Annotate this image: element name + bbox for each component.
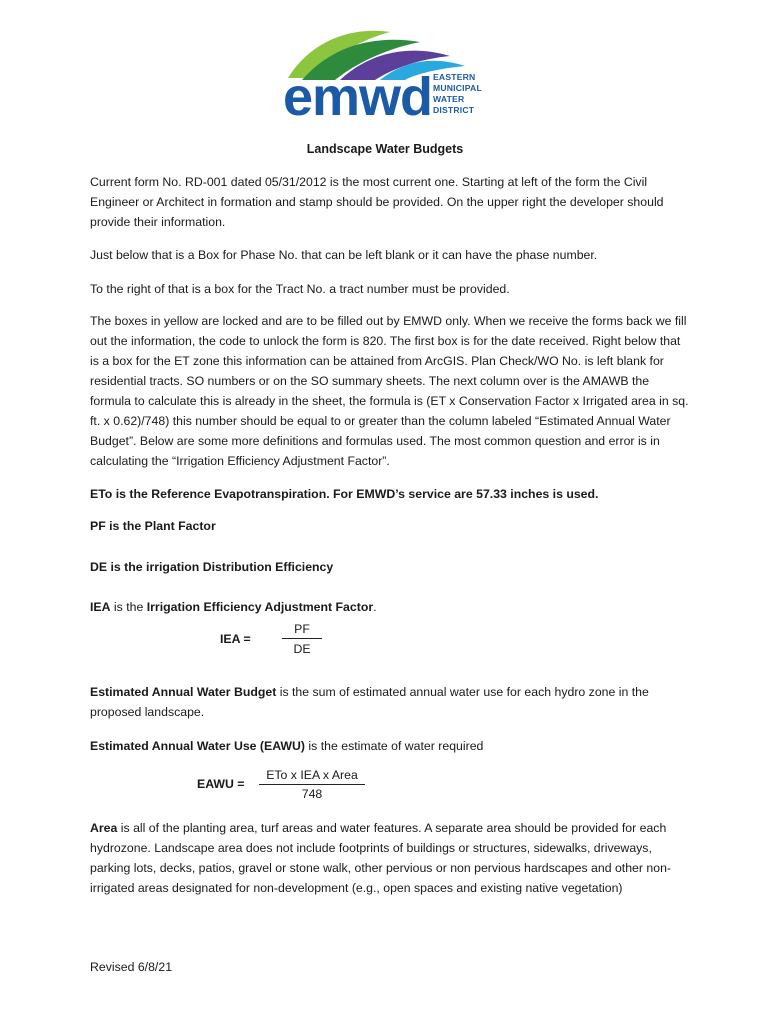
fraction-bar	[282, 638, 322, 639]
eawb-definition: Estimated Annual Water Budget is the sum of estimated annual water use for each hydro zone in the proposed landscape.	[90, 685, 649, 719]
eawu-formula-label: EAWU =	[197, 777, 245, 791]
de-definition: DE is the irrigation Distribution Efficiency	[90, 560, 334, 574]
iea-formula	[220, 620, 330, 660]
iea-denominator: DE	[293, 642, 311, 656]
iea-formula-label: IEA =	[220, 632, 251, 646]
eawu-denominator: 748	[301, 787, 323, 801]
paragraph-form-info: Current form No. RD-001 dated 05/31/2012 is the most current one. Starting at left of the form the Civil Engineer or Architect in formation and stamp should be provided. On the upper right the developer should provide their information.	[90, 175, 664, 229]
emwd-logo	[280, 22, 500, 127]
page-title: Landscape Water Budgets	[306, 142, 464, 156]
eto-definition: ETo is the Reference Evapotranspiration. For EMWD’s service are 57.33 inches is used.	[90, 487, 599, 501]
revision-footer: Revised 6/8/21	[90, 960, 173, 974]
iea-numerator: PF	[294, 622, 310, 636]
logo-subtitle: EASTERN MUNICIPAL WATER DISTRICT	[433, 72, 482, 115]
pf-definition: PF is the Plant Factor	[90, 519, 216, 533]
paragraph-phase-box: Just below that is a Box for Phase No. that can be left blank or it can have the phase number.	[90, 248, 598, 262]
fraction-bar	[259, 784, 365, 785]
eawu-numerator: ETo x IEA x Area	[266, 768, 358, 782]
paragraph-tract-box: To the right of that is a box for the Tract No. a tract number must be provided.	[90, 282, 510, 296]
logo-wordmark: emwd	[283, 67, 433, 127]
area-definition: Area is all of the planting area, turf areas and water features. A separate area should be provided for each hydrozone. Landscape area does not include footprints of buildings or structures, sidewalks, driveways, parking lots, decks, patios, gravel or stone walk, other pervious or non pervious hardscapes and other non-irrigated areas designated for non-development (e.g., open spaces and existing native vegetation)	[90, 821, 672, 895]
eawu-definition: Estimated Annual Water Use (EAWU) is the estimate of water required	[90, 739, 484, 753]
eawu-formula	[197, 766, 367, 806]
iea-definition: IEA is the Irrigation Efficiency Adjustment Factor.	[90, 600, 377, 614]
paragraph-yellow-boxes: The boxes in yellow are locked and are to be filled out by EMWD only. When we receive the forms back we fill out the information, the code to unlock the form is 820. The first box is for the date received. Right below that is a box for the ET zone this information can be attained from ArcGIS. Plan Check/WO No. is left blank for residential tracts. SO numbers or on the SO summary sheets. The next column over is the AMAWB the formula to calculate this is already in the sheet, the formula is (ET x Conservation Factor x Irrigated area in sq. ft. x 0.62)/748) this number should be equal to or greater than the column labeled “Estimated Annual Water Budget”. Below are some more definitions and formulas used. The most common question and error is in calculating the “Irrigation Efficiency Adjustment Factor”.	[90, 314, 689, 468]
